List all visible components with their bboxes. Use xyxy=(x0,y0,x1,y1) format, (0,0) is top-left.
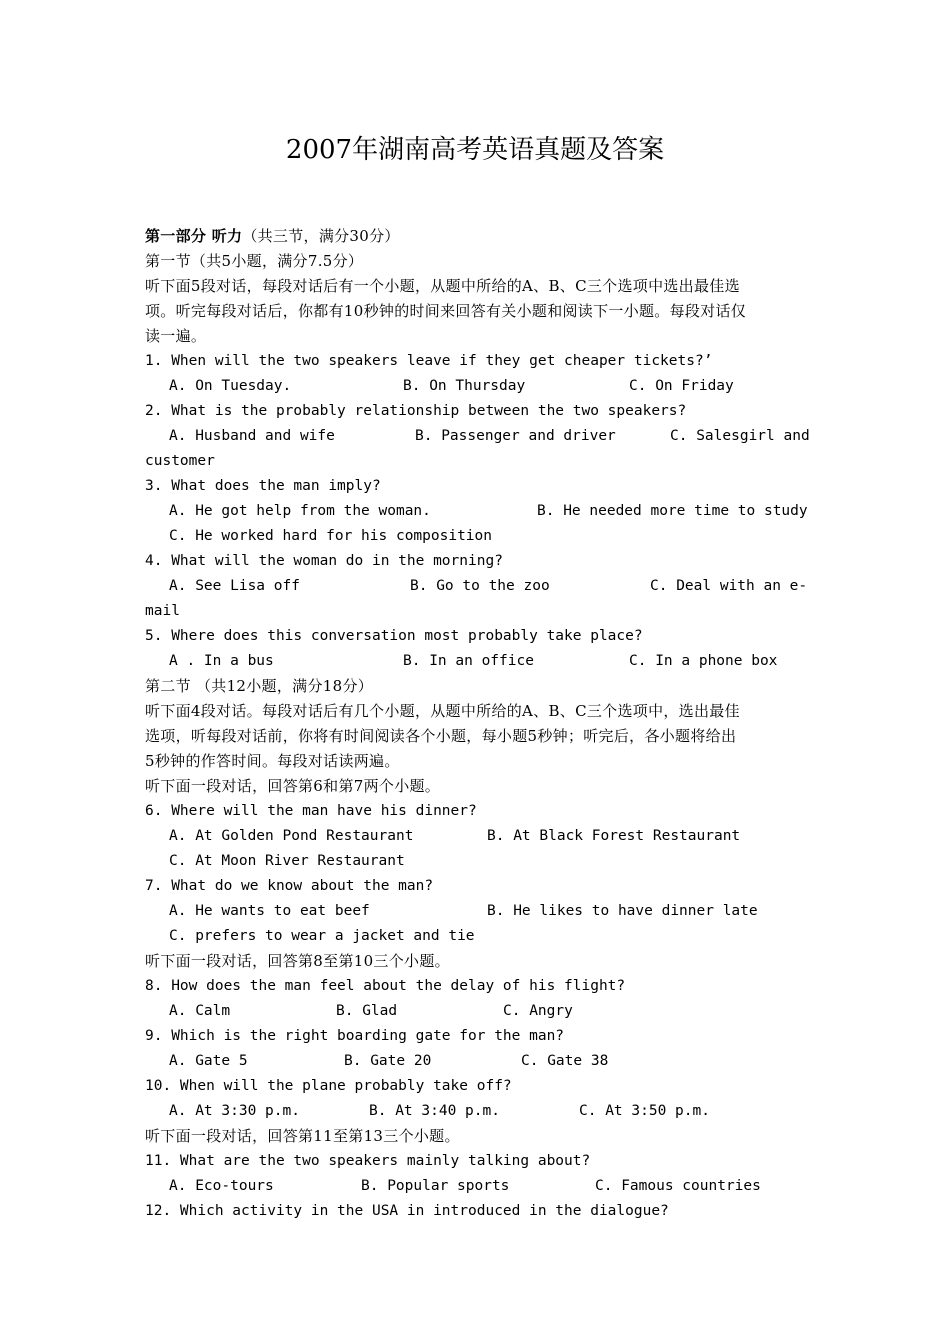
option-b: B. Glad xyxy=(336,1003,398,1019)
question-7: 7. What do we know about the man? xyxy=(145,878,434,894)
options-q8 xyxy=(145,999,810,1024)
page-title: 2007年湖南高考英语真题及答案 xyxy=(285,135,665,165)
option-c-continued: mail xyxy=(145,603,180,619)
options-q4 xyxy=(145,574,810,599)
option-b: B. Go to the zoo xyxy=(410,578,550,594)
options-q9 xyxy=(145,1049,810,1074)
section-heading: 第二节 （共12小题，满分18分） xyxy=(145,677,374,695)
option-a: A. He got help from the woman. xyxy=(169,503,431,519)
option-b: B. In an office xyxy=(403,653,534,669)
option-c: C. At 3:50 p.m. xyxy=(579,1103,710,1119)
instruction-line: 选项，听每段对话前，你将有时间阅读各个小题，每小题5秒钟；听完后，各小题将给出 xyxy=(145,727,737,745)
question-1: 1. When will the two speakers leave if they get cheaper tickets?’ xyxy=(145,353,713,369)
option-c: C. Gate 38 xyxy=(521,1053,609,1069)
document-body xyxy=(145,224,810,1224)
question-12: 12. Which activity in the USA in introduced in the dialogue? xyxy=(145,1203,669,1219)
option-c: C. He worked hard for his composition xyxy=(169,528,493,544)
option-a: A. Calm xyxy=(169,1003,231,1019)
question-4: 4. What will the woman do in the morning? xyxy=(145,553,503,569)
dialog-instruction: 听下面一段对话，回答第8至第10三个小题。 xyxy=(145,952,450,970)
options-q2 xyxy=(145,424,810,449)
question-11: 11. What are the two speakers mainly talking about? xyxy=(145,1153,591,1169)
option-a: A. Eco-tours xyxy=(169,1178,274,1194)
part-heading-bold: 第一部分 听力 xyxy=(145,227,243,245)
question-6: 6. Where will the man have his dinner? xyxy=(145,803,477,819)
options-q7-c xyxy=(145,924,810,949)
instruction-line: 读一遍。 xyxy=(145,327,207,345)
part-heading xyxy=(145,224,810,249)
options-q1 xyxy=(145,374,810,399)
question-10: 10. When will the plane probably take off? xyxy=(145,1078,512,1094)
option-b: B. Popular sports xyxy=(361,1178,510,1194)
option-a: A. On Tuesday. xyxy=(169,378,292,394)
option-a: A. At Golden Pond Restaurant xyxy=(169,828,414,844)
option-a: A. Gate 5 xyxy=(169,1053,248,1069)
option-b: B. He needed more time to study xyxy=(537,503,808,519)
option-b: B. At 3:40 p.m. xyxy=(369,1103,500,1119)
option-a: A . In a bus xyxy=(169,653,274,669)
option-b: B. On Thursday xyxy=(403,378,526,394)
question-8: 8. How does the man feel about the delay of his flight? xyxy=(145,978,626,994)
question-5: 5. Where does this conversation most probably take place? xyxy=(145,628,643,644)
question-9: 9. Which is the right boarding gate for the man? xyxy=(145,1028,565,1044)
option-b: B. Gate 20 xyxy=(344,1053,432,1069)
option-c: C. Salesgirl and xyxy=(670,428,810,444)
question-2: 2. What is the probably relationship between the two speakers? xyxy=(145,403,687,419)
options-q11 xyxy=(145,1174,810,1199)
options-q3-c xyxy=(145,524,810,549)
options-q5 xyxy=(145,649,810,674)
options-q10 xyxy=(145,1099,810,1124)
dialog-instruction: 听下面一段对话，回答第6和第7两个小题。 xyxy=(145,777,441,795)
option-c: C. Deal with an e- xyxy=(650,578,808,594)
option-b: B. Passenger and driver xyxy=(415,428,616,444)
options-q3 xyxy=(145,499,810,524)
options-q6-c xyxy=(145,849,810,874)
option-a: A. He wants to eat beef xyxy=(169,903,370,919)
option-b: B. At Black Forest Restaurant xyxy=(487,828,741,844)
dialog-instruction: 听下面一段对话，回答第11至第13三个小题。 xyxy=(145,1127,460,1145)
option-a: A. See Lisa off xyxy=(169,578,300,594)
question-3: 3. What does the man imply? xyxy=(145,478,381,494)
part-heading-rest: （共三节，满分30分） xyxy=(242,227,400,245)
option-c: C. prefers to wear a jacket and tie xyxy=(169,928,475,944)
option-b: B. He likes to have dinner late xyxy=(487,903,758,919)
option-c: C. At Moon River Restaurant xyxy=(169,853,405,869)
instruction-line: 听下面4段对话。每段对话后有几个小题，从题中所给的A、B、C三个选项中，选出最佳 xyxy=(145,702,740,720)
options-q6 xyxy=(145,824,810,849)
option-c: C. Famous countries xyxy=(595,1178,761,1194)
option-a: A. Husband and wife xyxy=(169,428,335,444)
options-q7 xyxy=(145,899,810,924)
instruction-line: 听下面5段对话，每段对话后有一个小题，从题中所给的A、B、C三个选项中选出最佳选 xyxy=(145,277,740,295)
section-heading: 第一节（共5小题，满分7.5分） xyxy=(145,252,364,270)
instruction-line: 5秒钟的作答时间。每段对话读两遍。 xyxy=(145,752,400,770)
option-c: C. Angry xyxy=(503,1003,573,1019)
option-c: C. On Friday xyxy=(629,378,734,394)
option-a: A. At 3:30 p.m. xyxy=(169,1103,300,1119)
option-c: C. In a phone box xyxy=(629,653,778,669)
option-c-continued: customer xyxy=(145,453,215,469)
instruction-line: 项。听完每段对话后，你都有10秒钟的时间来回答有关小题和阅读下一小题。每段对话仅 xyxy=(145,302,747,320)
